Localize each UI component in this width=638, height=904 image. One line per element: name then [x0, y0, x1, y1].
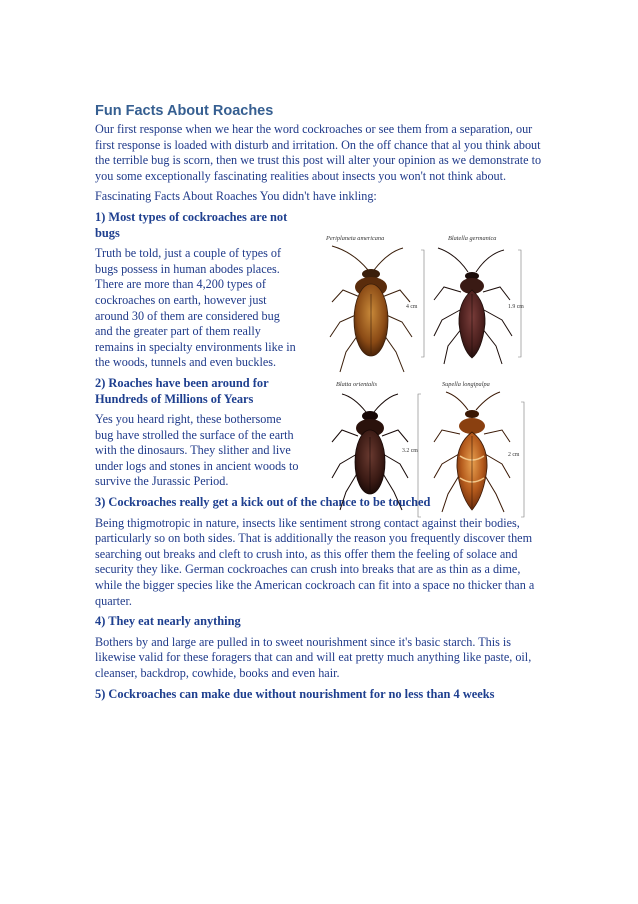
fact-2-body: Yes you heard right, these bothersome bug have strolled the surface of the earth with the dinosaurs. They slither and live under logs and stones in ancient woods to survive the Jurassic Period.: [95, 412, 299, 489]
fact-section-with-figure: [95, 210, 542, 490]
fact-1-body: Truth be told, just a couple of types of bugs possess in human abodes places. There are more than 4,200 types of cockroaches on earth, however just around 30 of them are considered bug and the greater part of them really remains in specialty environments like in the woods, tunnels and even buckles.: [95, 246, 296, 370]
page-title: Fun Facts About Roaches: [95, 103, 274, 119]
label-blatella-germanica: Blatella germanica: [448, 234, 497, 242]
cockroach-illustration: [318, 232, 540, 528]
fact-1-heading: 1) Most types of cockroaches are not bugs: [95, 209, 288, 240]
document-page: [95, 103, 542, 707]
intro-paragraph: Our first response when we hear the word cockroaches or see them from a separation, our first response is loaded with disturb and irritation. On the off chance that al you think about the terrible bug is scorn, then we trust this post will alter your opinion as we demonstrate to you some exceptionally fascinating realities about insects you won't not think about.: [95, 122, 542, 183]
fact-4-heading: 4) They eat nearly anything: [95, 614, 241, 629]
label-supella-longipalpa: Supella longipalpa: [442, 380, 490, 388]
label-periplaneta-americana: Periplaneta americana: [326, 234, 385, 242]
roach-longipalpa: [434, 392, 510, 512]
dim-americana: 4 cm: [406, 303, 418, 310]
roach-americana: [330, 246, 412, 372]
fact-4-body: Bothers by and large are pulled in to sweet nourishment since it's basic starch. This is likewise valid for these foragers that can and will eat pretty much anything like paste, oil, cleanser, backdrop, cowhide, books and even hair.: [95, 634, 532, 680]
dim-longipalpa: 2 cm: [508, 451, 520, 458]
left-column: [95, 210, 300, 490]
cockroach-species-figure: [318, 232, 540, 528]
dim-orientalis: 3.2 cm: [402, 447, 418, 454]
label-blatta-orientalis: Blatta orientalis: [336, 380, 378, 388]
roach-germanica: [434, 248, 512, 364]
fact-2-heading: 2) Roaches have been around for Hundreds of Millions of Years: [95, 375, 269, 406]
dim-germanica: 1.9 cm: [508, 303, 524, 310]
lead-paragraph: Fascinating Facts About Roaches You didn't have inkling:: [95, 189, 377, 204]
roach-orientalis: [332, 394, 408, 510]
fact-3-body: Being thigmotropic in nature, insects like sentiment strong contact against their bodies, particularly so on both sides. That is additionally the reason you frequently discover them searching out breaks and cleft to crush into, as this offer them the feeling of solace and security they like. German cockroaches can crush into breaks that are as thin as a dime, while the bigger species like the American cockroach can fit into a space no thicker than a quarter.: [95, 515, 535, 608]
fact-3-heading: 3) Cockroaches really get a kick out of the chance to be touched: [95, 495, 431, 510]
fact-5-heading: 5) Cockroaches can make due without nourishment for no less than 4 weeks: [95, 686, 495, 701]
